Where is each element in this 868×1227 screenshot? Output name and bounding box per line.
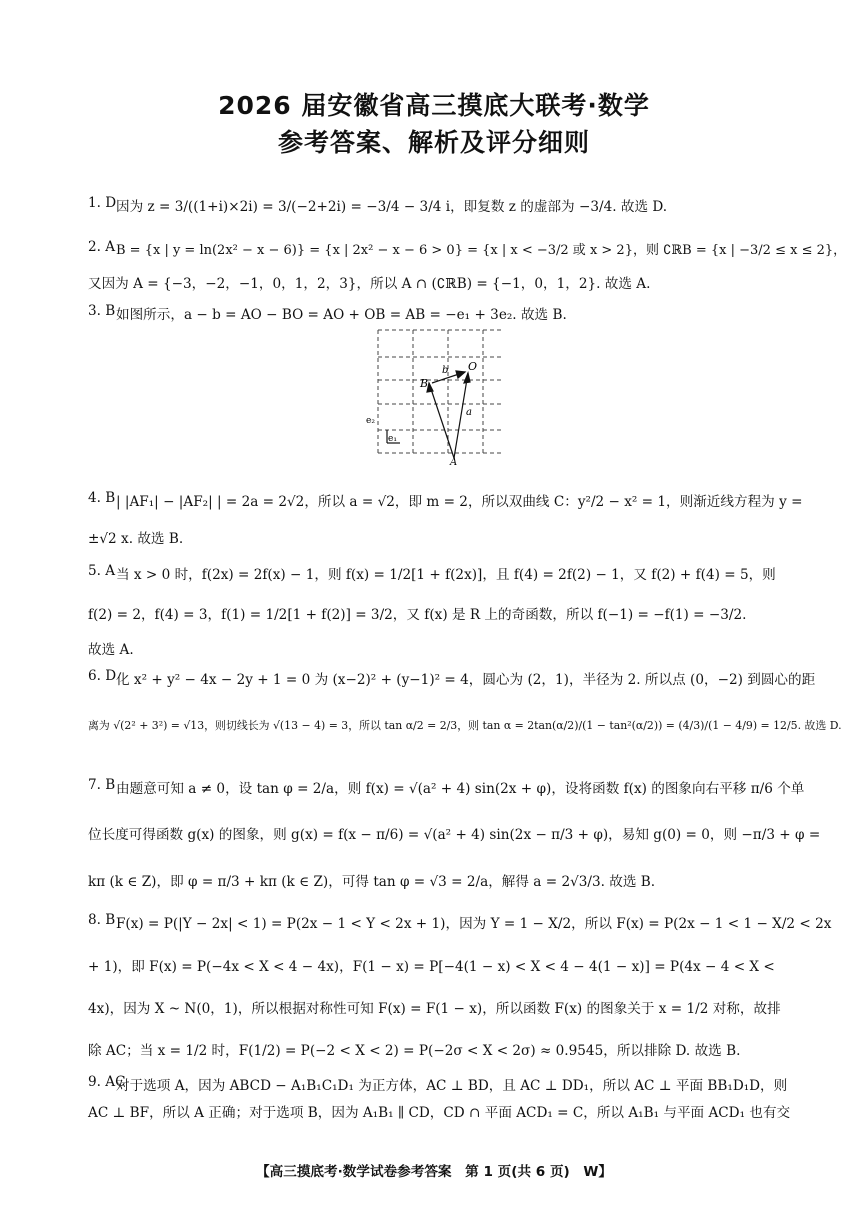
label-A: A: [450, 457, 458, 465]
item-7-line-1: 由题意可知 a ≠ 0，设 tan φ = 2/a，则 f(x) = √(a² + 4) sin(2x + φ)，设将函数 f(x) 的图象向右平移 π/6 个单: [116, 781, 805, 797]
item-8-number: 8. B: [88, 912, 116, 928]
page-subtitle: 参考答案、解析及评分细则: [277, 128, 590, 157]
item-9-line-1: 对于选项 A，因为 ABCD − A₁B₁C₁D₁ 为正方体，AC ⊥ BD，且 AC ⊥ DD₁，所以 AC ⊥ 平面 BB₁D₁D，则: [116, 1078, 788, 1094]
item-8-line-4: 除 AC；当 x = 1/2 时，F(1/2) = P(−2 < X < 2) = P(−2σ < X < 2σ) ≈ 0.9545，所以排除 D. 故选 B.: [88, 1043, 741, 1059]
page-title: 2026 届安徽省高三摸底大联考·数学: [218, 91, 650, 120]
label-e2: e₂: [366, 416, 375, 426]
item-4-number: 4. B: [88, 490, 116, 506]
item-5-line-2: f(2) = 2，f(4) = 3，f(1) = 1/2[1 + f(2)] = 3/2，又 f(x) 是 R 上的奇函数，所以 f(−1) = −f(1) = −3/2.: [88, 607, 747, 623]
item-7-number: 7. B: [88, 777, 116, 793]
item-5-line-1: 当 x > 0 时，f(2x) = 2f(x) − 1，则 f(x) = 1/2[1 + f(2x)]，且 f(4) = 2f(2) − 1，又 f(2) + f(4) = 5，则: [116, 567, 776, 583]
item-2-line-1: B = {x | y = ln(2x² − x − 6)} = {x | 2x² − x − 6 > 0} = {x | x < −3/2 或 x > 2}，则 ∁ℝB = {x | −3/2 ≤ x ≤ 2}，: [116, 243, 847, 258]
item-7-line-2: 位长度可得函数 g(x) 的图象，则 g(x) = f(x − π/6) = √(a² + 4) sin(2x − π/3 + φ)，易知 g(0) = 0，则 −π/3 + φ =: [88, 827, 821, 843]
item-1-line-1: 因为 z = 3/((1+i)×2i) = 3/(−2+2i) = −3/4 − 3/4 i，即复数 z 的虚部为 −3/4. 故选 D.: [116, 199, 668, 215]
vector-a-arrowhead: [464, 373, 470, 383]
item-5-line-3: 故选 A.: [88, 642, 134, 658]
item-4-line-2: ±√2 x. 故选 B.: [88, 531, 184, 547]
label-a: a: [466, 407, 472, 418]
item-2-number: 2. A: [88, 239, 116, 255]
item-6-number: 6. D: [88, 668, 117, 684]
label-e1: e₁: [388, 434, 397, 444]
item-1-number: 1. D: [88, 195, 117, 211]
item-6-line-1: 化 x² + y² − 4x − 2y + 1 = 0 为 (x−2)² + (y−1)² = 4，圆心为 (2，1)，半径为 2. 所以点 (0，−2) 到圆心的距: [116, 672, 816, 688]
vector-ab-line: [429, 383, 454, 458]
label-b: b: [442, 365, 449, 376]
item-8-line-1: F(x) = P(|Y − 2x| < 1) = P(2x − 1 < Y < 2x + 1)，因为 Y = 1 − X/2，所以 F(x) = P(2x − 1 < 1 − X/2 < 2x: [116, 916, 832, 932]
label-B: B: [420, 377, 429, 390]
vector-b-arrowhead: [456, 371, 465, 378]
item-8-line-2: + 1)，即 F(x) = P(−4x < X < 4 − 4x)，F(1 − x) = P[−4(1 − x) < X < 4 − 4(1 − x)] = P(4x − 4 < X <: [88, 959, 775, 975]
item-4-line-1: | |AF₁| − |AF₂| | = 2a = 2√2，所以 a = √2，即 m = 2，所以双曲线 C：y²/2 − x² = 1，则渐近线方程为 y =: [116, 494, 803, 510]
item-3-number: 3. B: [88, 303, 116, 319]
page-footer: 【高三摸底考·数学试卷参考答案 第 1 页(共 6 页) W】: [256, 1164, 612, 1180]
label-O: O: [468, 360, 478, 373]
item-3-line-1: 如图所示，a − b = AO − BO = AO + OB = AB = −e₁ + 3e₂. 故选 B.: [116, 307, 567, 323]
item-9-number: 9. AC: [88, 1074, 126, 1090]
item-5-number: 5. A: [88, 563, 116, 579]
item-9-line-2: AC ⊥ BF，所以 A 正确；对于选项 B，因为 A₁B₁ ∥ CD，CD ∩ 平面 ACD₁ = C，所以 A₁B₁ 与平面 ACD₁ 也有交: [88, 1105, 791, 1121]
vector-grid-figure: [360, 325, 510, 465]
item-8-line-3: 4x)，因为 X ~ N(0，1)，所以根据对称性可知 F(x) = F(1 − x)，所以函数 F(x) 的图象关于 x = 1/2 对称，故排: [88, 1001, 781, 1017]
item-2-line-2: 又因为 A = {−3，−2，−1，0，1，2，3}，所以 A ∩ (∁ℝB) = {−1，0，1，2}. 故选 A.: [88, 276, 651, 292]
item-7-line-3: kπ (k ∈ Z)，即 φ = π/3 + kπ (k ∈ Z)，可得 tan φ = √3 = 2/a，解得 a = 2√3/3. 故选 B.: [88, 874, 656, 890]
item-6-line-2: 离为 √(2² + 3²) = √13，则切线长为 √(13 − 4) = 3，所以 tan α/2 = 2/3，则 tan α = 2tan(α/2)/(1 − tan²(α/2)) = (4/3)/(1 − 4/9) = 12/5. 故选 D.: [88, 719, 842, 732]
